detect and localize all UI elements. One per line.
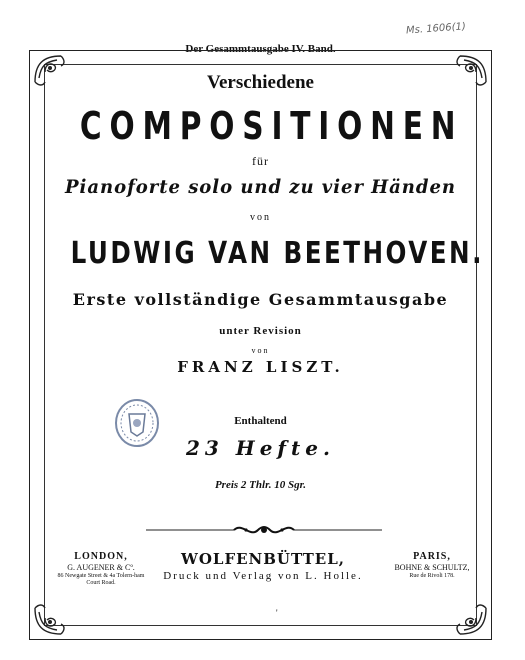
revision-label: unter Revision: [219, 325, 302, 337]
volume-label: Der Gesammtausgabe IV. Band.: [185, 43, 336, 55]
publisher-address: Rue de Rivoli 178.: [409, 573, 455, 579]
corner-flourish-icon: [446, 594, 490, 638]
edition-line: Erste vollständige Gesammtausgabe: [72, 290, 449, 309]
instrumentation: Pianoforte solo und zu vier Händen: [65, 176, 456, 198]
publisher-city: LONDON,: [74, 551, 128, 562]
title-fur: für: [252, 154, 269, 168]
stray-mark: ': [276, 608, 278, 618]
manuscript-number: Ms. 1606(1): [405, 21, 467, 37]
von-label: von: [251, 346, 270, 355]
publisher-wolfenbuttel: [150, 550, 376, 584]
publisher-city: PARIS,: [413, 551, 451, 562]
price-label: Preis 2 Thlr. 10 Sgr.: [214, 479, 307, 491]
publisher-firm: Druck und Verlag von L. Holle.: [163, 570, 363, 582]
inner-border-frame: [44, 64, 484, 626]
contents-label: Enthaltend: [234, 415, 287, 427]
title-main: COMPOSITIONEN: [79, 104, 464, 148]
publisher-london: [56, 551, 146, 587]
composer-name: LUDWIG VAN BEETHOVEN.: [70, 236, 484, 271]
corner-flourish-icon: [31, 594, 75, 638]
von-label: von: [250, 212, 271, 223]
editor-name: FRANZ LISZT.: [177, 358, 344, 376]
contents-count: 23 Hefte.: [186, 436, 335, 460]
publisher-firm: BOHNE & SCHULTZ,: [394, 563, 470, 572]
publisher-firm: G. AUGENER & Cº.: [67, 563, 135, 572]
ornamental-rule-icon: [146, 522, 382, 538]
publisher-paris: [382, 551, 482, 580]
title-pre: Verschiedene: [207, 72, 314, 93]
publisher-city: WOLFENBÜTTEL,: [180, 550, 345, 568]
publisher-address: 86 Newgate Street & 4a Tolern-ham Court Road.: [57, 573, 145, 586]
